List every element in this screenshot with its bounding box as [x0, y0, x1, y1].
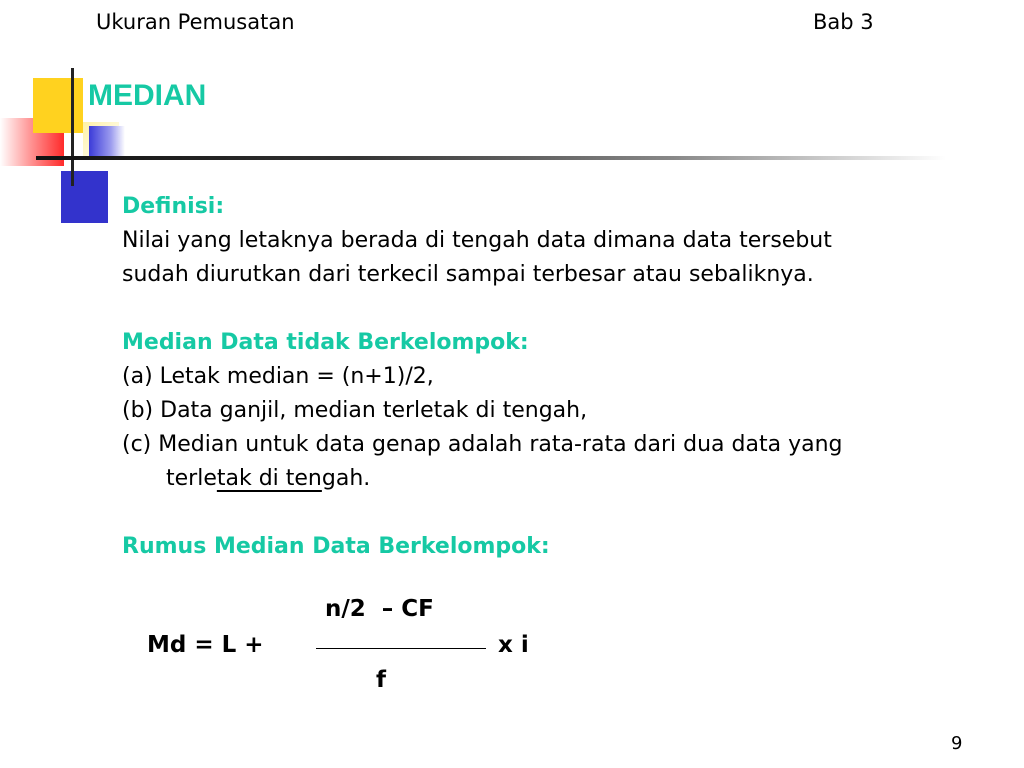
ungrouped-heading: Median Data tidak Berkelompok: — [122, 330, 529, 355]
decor-vertical-line — [71, 68, 74, 186]
decor-light-blue-square — [89, 126, 125, 156]
decor-blue-square — [61, 171, 108, 223]
slide-title: MEDIAN — [88, 79, 207, 112]
page-number: 9 — [951, 733, 963, 754]
item-c-cont-underlined: tak di ten — [216, 466, 322, 491]
ungrouped-item-a: (a) Letak median = (n+1)/2, — [122, 364, 434, 389]
item-c-cont-part-3: gah. — [321, 466, 371, 491]
decor-yellow-square — [33, 78, 83, 133]
grouped-heading: Rumus Median Data Berkelompok: — [122, 534, 550, 559]
definition-line-1: Nilai yang letaknya berada di tengah data dimana data tersebut — [122, 228, 832, 253]
slide-body — [122, 190, 962, 564]
header-title: Ukuran Pemusatan — [96, 10, 295, 34]
ungrouped-item-c: (c) Median untuk data genap adalah rata-rata dari dua data yang — [122, 432, 843, 457]
decor-horizontal-rule — [36, 156, 946, 160]
formula-fraction-bar — [316, 648, 486, 649]
item-c-cont-part-1: terle — [166, 466, 217, 491]
ungrouped-item-b: (b) Data ganjil, median terletak di tengah, — [122, 398, 588, 423]
header-chapter: Bab 3 — [813, 10, 874, 34]
definition-heading: Definisi: — [122, 194, 225, 219]
ungrouped-item-c-continued — [122, 462, 962, 496]
formula-denominator: f — [376, 667, 387, 693]
formula-numerator: n/2 – CF — [325, 596, 434, 622]
formula-lhs: Md = L + — [147, 632, 264, 658]
formula-multiplier: x i — [498, 632, 529, 658]
definition-line-2: sudah diurutkan dari terkecil sampai terbesar atau sebaliknya. — [122, 262, 814, 287]
